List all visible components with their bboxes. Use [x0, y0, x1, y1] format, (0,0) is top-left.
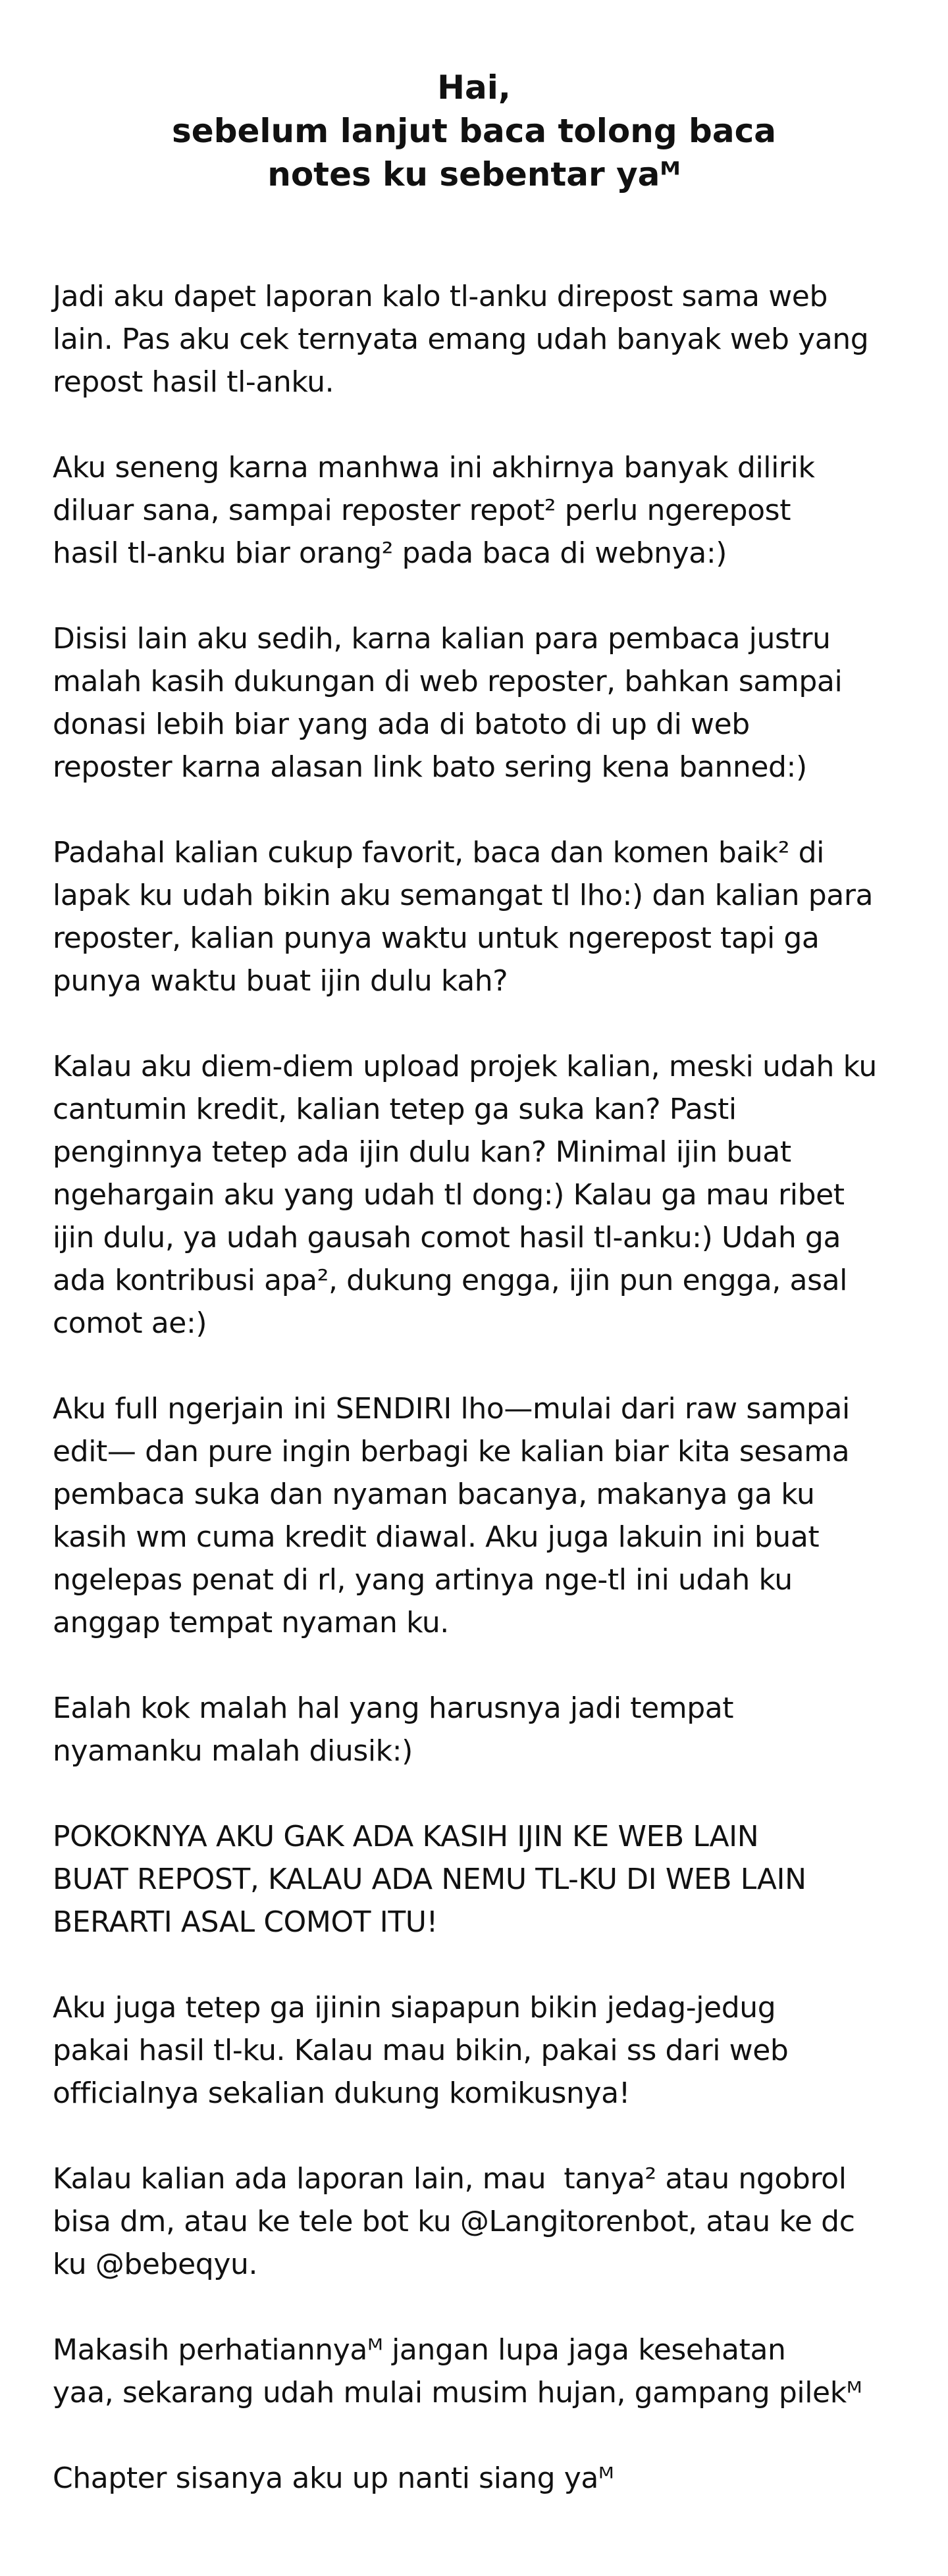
- paragraph-line: diluar sana, sampai reposter repot² perlu ngerepost: [53, 494, 791, 527]
- paragraph-line: repost hasil tl-anku.: [53, 365, 334, 399]
- paragraph-line: reposter, kalian punya waktu untuk ngerepost tapi ga: [53, 921, 820, 955]
- paragraph-line: Ealah kok malah hal yang harusnya jadi tempat: [53, 1691, 734, 1725]
- header-line-3: notes ku sebentar yaᴹ: [267, 155, 681, 193]
- paragraph-line: hasil tl-anku biar orang² pada baca di webnya:): [53, 536, 727, 570]
- paragraph-line: ada kontribusi apa², dukung engga, ijin pun engga, asal: [53, 1264, 847, 1297]
- paragraph-line: punya waktu buat ijin dulu kah?: [53, 964, 508, 998]
- paragraph-line: BERARTI ASAL COMOT ITU!: [53, 1905, 438, 1939]
- paragraph-2: [53, 446, 908, 575]
- paragraph-line: anggap tempat nyaman ku.: [53, 1606, 449, 1639]
- paragraph-line: lain. Pas aku cek ternyata emang udah banyak web yang: [53, 322, 869, 356]
- paragraph-line: officialnya sekalian dukung komikusnya!: [53, 2076, 630, 2110]
- paragraph-line: Disisi lain aku sedih, karna kalian para pembaca justru: [53, 622, 831, 656]
- paragraph-line: Aku seneng karna manhwa ini akhirnya banyak dilirik: [53, 451, 815, 484]
- paragraph-line: ijin dulu, ya udah gausah comot hasil tl-anku:) Udah ga: [53, 1221, 841, 1254]
- notes-body: [53, 275, 908, 2542]
- paragraph-line: BUAT REPOST, KALAU ADA NEMU TL-KU DI WEB LAIN: [53, 1863, 806, 1896]
- paragraph-line: POKOKNYA AKU GAK ADA KASIH IJIN KE WEB LAIN: [53, 1820, 759, 1853]
- paragraph-line: Makasih perhatiannyaᴹ jangan lupa jaga kesehatan: [53, 2333, 786, 2367]
- paragraph-6: [53, 1387, 908, 1644]
- paragraph-line: ku @bebeqyu.: [53, 2248, 258, 2281]
- paragraph-line: yaa, sekarang udah mulai musim hujan, gampang pilekᴹ: [53, 2376, 862, 2409]
- paragraph-line: donasi lebih biar yang ada di batoto di up di web: [53, 708, 750, 741]
- paragraph-10-contact: [53, 2157, 908, 2286]
- paragraph-7: [53, 1687, 908, 1772]
- paragraph-12-closing: [53, 2457, 908, 2500]
- paragraph-line: Padahal kalian cukup favorit, baca dan komen baik² di: [53, 836, 824, 869]
- paragraph-4: [53, 831, 908, 1002]
- paragraph-1: [53, 275, 908, 403]
- paragraph-line: nyamanku malah diusik:): [53, 1734, 413, 1768]
- paragraph-line: Kalau aku diem-diem upload projek kalian, meski udah ku: [53, 1050, 877, 1083]
- paragraph-5: [53, 1045, 908, 1345]
- paragraph-line: penginnya tetep ada ijin dulu kan? Minimal ijin buat: [53, 1135, 791, 1169]
- header-greeting: Hai,: [437, 68, 511, 107]
- paragraph-line: malah kasih dukungan di web reposter, bahkan sampai: [53, 665, 843, 698]
- paragraph-line: pembaca suka dan nyaman bacanya, makanya ga ku: [53, 1478, 815, 1511]
- paragraph-line: bisa dm, atau ke tele bot ku @Langitorenbot, atau ke dc: [53, 2205, 855, 2238]
- paragraph-line: Aku juga tetep ga ijinin siapapun bikin jedag-jedug: [53, 1991, 776, 2024]
- paragraph-line: Chapter sisanya aku up nanti siang yaᴹ: [53, 2461, 614, 2495]
- paragraph-line: pakai hasil tl-ku. Kalau mau bikin, pakai ss dari web: [53, 2034, 789, 2067]
- header-line-2: sebelum lanjut baca tolong baca: [172, 112, 776, 150]
- paragraph-9: [53, 1986, 908, 2115]
- paragraph-line: lapak ku udah bikin aku semangat tl lho:) dan kalian para: [53, 879, 874, 912]
- paragraph-8-warning: [53, 1815, 908, 1944]
- paragraph-line: Jadi aku dapet laporan kalo tl-anku direpost sama web: [53, 280, 828, 313]
- paragraph-11: [53, 2329, 908, 2414]
- paragraph-line: kasih wm cuma kredit diawal. Aku juga lakuin ini buat: [53, 1520, 820, 1554]
- paragraph-line: Kalau kalian ada laporan lain, mau tanya² atau ngobrol: [53, 2162, 847, 2196]
- paragraph-line: reposter karna alasan link bato sering kena banned:): [53, 750, 807, 784]
- paragraph-line: comot ae:): [53, 1306, 207, 1340]
- paragraph-line: ngelepas penat di rl, yang artinya nge-tl ini udah ku: [53, 1563, 793, 1597]
- paragraph-line: edit— dan pure ingin berbagi ke kalian biar kita sesama: [53, 1435, 850, 1468]
- paragraph-line: ngehargain aku yang udah tl dong:) Kalau ga mau ribet: [53, 1178, 845, 1212]
- notes-header: [0, 66, 948, 196]
- paragraph-line: cantumin kredit, kalian tetep ga suka kan? Pasti: [53, 1093, 737, 1126]
- paragraph-line: Aku full ngerjain ini SENDIRI lho—mulai dari raw sampai: [53, 1392, 850, 1426]
- paragraph-3: [53, 617, 908, 788]
